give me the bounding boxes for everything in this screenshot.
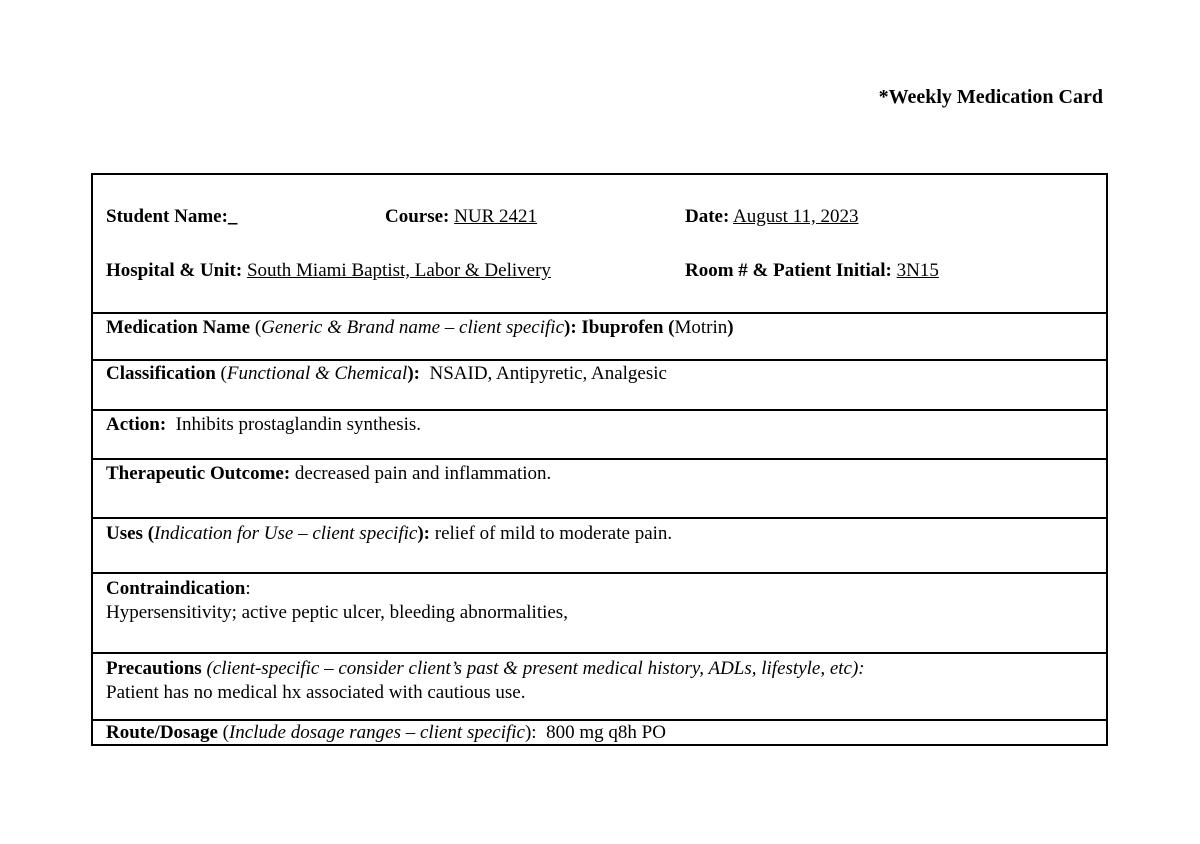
- student-name-value[interactable]: _: [227, 206, 238, 227]
- course-field: [385, 205, 537, 229]
- uses-hint-close: ):: [417, 523, 430, 544]
- action-row: [93, 411, 1106, 460]
- medication-label: Medication Name: [106, 317, 251, 338]
- contraindication-colon: :: [245, 578, 251, 599]
- classification-value[interactable]: NSAID, Antipyretic, Analgesic: [420, 363, 667, 384]
- classification-row: [93, 361, 1106, 411]
- medication-row: [93, 314, 1106, 361]
- medication-card: [91, 173, 1108, 746]
- contraindication-value[interactable]: Hypersensitivity; active peptic ulcer, bleeding abnormalities,: [106, 602, 568, 623]
- therapeutic-label: Therapeutic Outcome:: [106, 463, 291, 484]
- medication-brand-close: ): [727, 317, 734, 338]
- medication-hint-open: (: [250, 317, 262, 338]
- hospital-field: [106, 259, 551, 283]
- precautions-label: Precautions: [106, 658, 202, 679]
- route-hint-open: (: [217, 722, 229, 743]
- uses-row: [93, 519, 1106, 574]
- route-value[interactable]: 800 mg q8h PO: [536, 722, 666, 743]
- route-hint-close: ):: [524, 722, 537, 743]
- uses-label: Uses (: [106, 523, 155, 544]
- hospital-label: Hospital & Unit:: [106, 260, 243, 281]
- course-value[interactable]: NUR 2421: [454, 206, 538, 227]
- date-label: Date:: [685, 206, 730, 227]
- card-header: [93, 175, 1106, 314]
- medication-brand[interactable]: Motrin: [674, 317, 728, 338]
- medication-hint-close: ):: [564, 317, 577, 338]
- therapeutic-value[interactable]: decreased pain and inflammation.: [290, 463, 552, 484]
- room-field: [685, 259, 939, 283]
- course-label: Course:: [385, 206, 450, 227]
- contraindication-label: Contraindication: [106, 578, 246, 599]
- page-title: *Weekly Medication Card: [878, 86, 1103, 108]
- classification-hint: Functional & Chemical: [226, 363, 408, 384]
- medication-generic[interactable]: Ibuprofen (: [576, 317, 675, 338]
- contraindication-row: [93, 574, 1106, 654]
- room-label: Room # & Patient Initial:: [685, 260, 892, 281]
- room-value[interactable]: 3N15: [896, 260, 939, 281]
- action-label: Action:: [106, 414, 167, 435]
- uses-value[interactable]: relief of mild to moderate pain.: [430, 523, 673, 544]
- uses-hint: Indication for Use – client specific: [154, 523, 418, 544]
- classification-label: Classification: [106, 363, 216, 384]
- student-name-label: Student Name:: [106, 206, 228, 227]
- date-field: [685, 205, 858, 229]
- therapeutic-row: [93, 460, 1106, 519]
- precautions-value[interactable]: Patient has no medical hx associated with cautious use.: [106, 682, 526, 703]
- precautions-hint: (client-specific – consider client’s past & present medical history, ADLs, lifestyle, etc):: [201, 658, 865, 679]
- classification-hint-close: ):: [407, 363, 420, 384]
- action-value[interactable]: Inhibits prostaglandin synthesis.: [166, 414, 422, 435]
- route-hint: Include dosage ranges – client specific: [228, 722, 525, 743]
- medication-hint: Generic & Brand name – client specific: [261, 317, 564, 338]
- date-value[interactable]: August 11, 2023: [733, 206, 859, 227]
- route-label: Route/Dosage: [106, 722, 218, 743]
- hospital-value[interactable]: South Miami Baptist, Labor & Delivery: [246, 260, 551, 281]
- route-row: [93, 721, 1106, 746]
- precautions-row: [93, 654, 1106, 721]
- student-name-field: [106, 205, 237, 229]
- classification-hint-open: (: [215, 363, 227, 384]
